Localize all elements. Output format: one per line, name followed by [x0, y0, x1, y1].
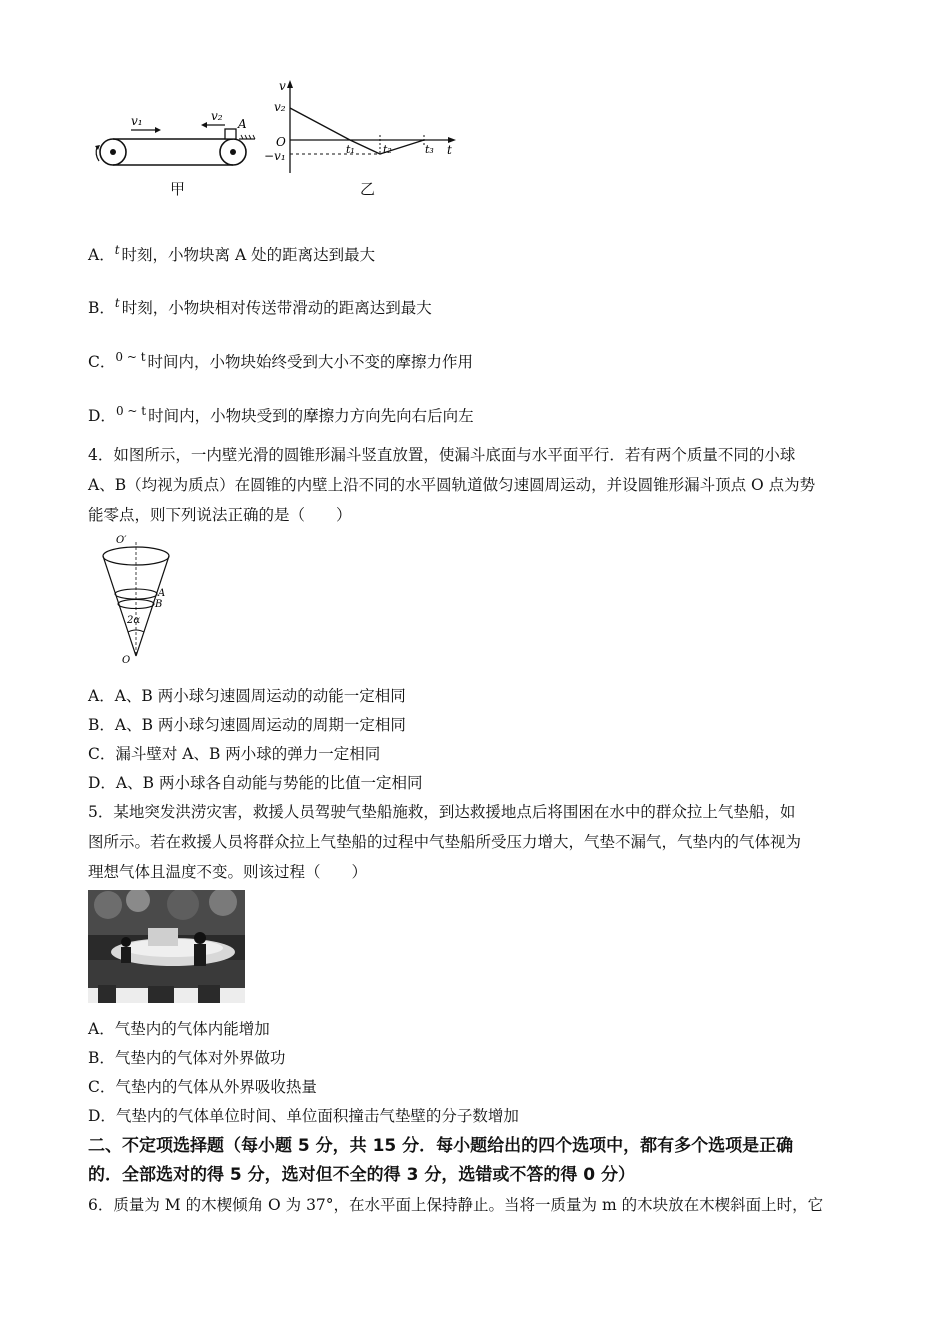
q5-option-c: C．气垫内的气体从外界吸收热量 — [88, 1078, 317, 1096]
t-axis-label: t — [447, 143, 452, 157]
cone-top-label: O′ — [116, 535, 127, 546]
q3-option-b: B．$^t$ 时刻，小物块相对传送带滑动的距离达到最大 — [88, 296, 432, 318]
q3-option-c: C．$^{0 \sim t}$ 时间内，小物块始终受到大小不变的摩擦力作用 — [88, 350, 474, 372]
cone-funnel-figure — [100, 532, 180, 667]
cone-vertex-label: O — [122, 655, 131, 666]
q4-option-d: D．A、B 两小球各自动能与势能的比值一定相同 — [88, 774, 423, 792]
section-2-heading-line-2: 的．全部选对的得 5 分，选对但不全的得 3 分，选错或不答的得 0 分） — [88, 1165, 635, 1185]
t2-label: t₂ — [383, 143, 392, 156]
v2-label: v₂ — [211, 109, 223, 123]
q3-option-a: A．$^t$ 时刻，小物块离 A 处的距离达到最大 — [88, 243, 376, 265]
q5-stem-line-3: 理想气体且温度不变。则该过程（ ） — [88, 863, 368, 881]
q4-stem-line-1: 4．如图所示，一内壁光滑的圆锥形漏斗竖直放置，使漏斗底面与水平面平行．若有两个质量不同的小球 — [88, 446, 796, 464]
v-axis-label: v — [279, 79, 286, 93]
q5-option-b: B．气垫内的气体对外界做功 — [88, 1049, 286, 1067]
hovercraft-rescue-photo — [88, 890, 245, 1003]
origin-label: O — [276, 135, 286, 149]
q4-option-c: C．漏斗壁对 A、B 两小球的弹力一定相同 — [88, 745, 381, 763]
v2-tick-label: v₂ — [274, 100, 286, 114]
q5-stem-line-2: 图所示。若在救援人员将群众拉上气垫船的过程中气垫船所受压力增大，气垫不漏气，气垫内的气体视为 — [88, 833, 802, 851]
conveyor-belt-figure — [85, 105, 265, 180]
ball-a-label: A — [158, 588, 166, 599]
figure-label-yi: 乙 — [360, 180, 376, 198]
section-2-heading-line-1: 二、不定项选择题（每小题 5 分，共 15 分．每小题给出的四个选项中，都有多个选项是正确 — [88, 1136, 794, 1156]
block-a-label: A — [238, 117, 247, 131]
q4-option-a: A．A、B 两小球匀速圆周运动的动能一定相同 — [88, 687, 406, 705]
q4-option-b: B．A、B 两小球匀速圆周运动的周期一定相同 — [88, 716, 406, 734]
figure-label-jia: 甲 — [170, 180, 186, 198]
t1-label: t₁ — [346, 143, 355, 156]
ball-b-label: B — [155, 599, 163, 610]
v1-label: v₁ — [131, 114, 143, 128]
cone-angle-label: 2α — [127, 615, 141, 626]
t3-label: t₃ — [425, 143, 434, 156]
q5-stem-line-1: 5．某地突发洪涝灾害，救援人员驾驶气垫船施救，到达救援地点后将围困在水中的群众拉上气垫船，如 — [88, 803, 796, 821]
q5-option-d: D．气垫内的气体单位时间、单位面积撞击气垫壁的分子数增加 — [88, 1107, 519, 1125]
q4-stem-line-3: 能零点，则下列说法正确的是（ ） — [88, 506, 352, 524]
q5-option-a: A．气垫内的气体内能增加 — [88, 1020, 270, 1038]
q4-stem-line-2: A、B（均视为质点）在圆锥的内壁上沿不同的水平圆轨道做匀速圆周运动，并设圆锥形漏斗顶点 O 点为势 — [88, 476, 816, 494]
q6-stem-line-1: 6．质量为 M 的木楔倾角 O 为 37°，在水平面上保持静止。当将一质量为 m 的木块放在木楔斜面上时，它 — [88, 1196, 824, 1214]
q3-option-d: D．$^{0 \sim t}$ 时间内，小物块受到的摩擦力方向先向右后向左 — [88, 404, 474, 426]
velocity-time-graph — [262, 78, 462, 178]
neg-v1-tick-label: −v₁ — [264, 149, 286, 163]
